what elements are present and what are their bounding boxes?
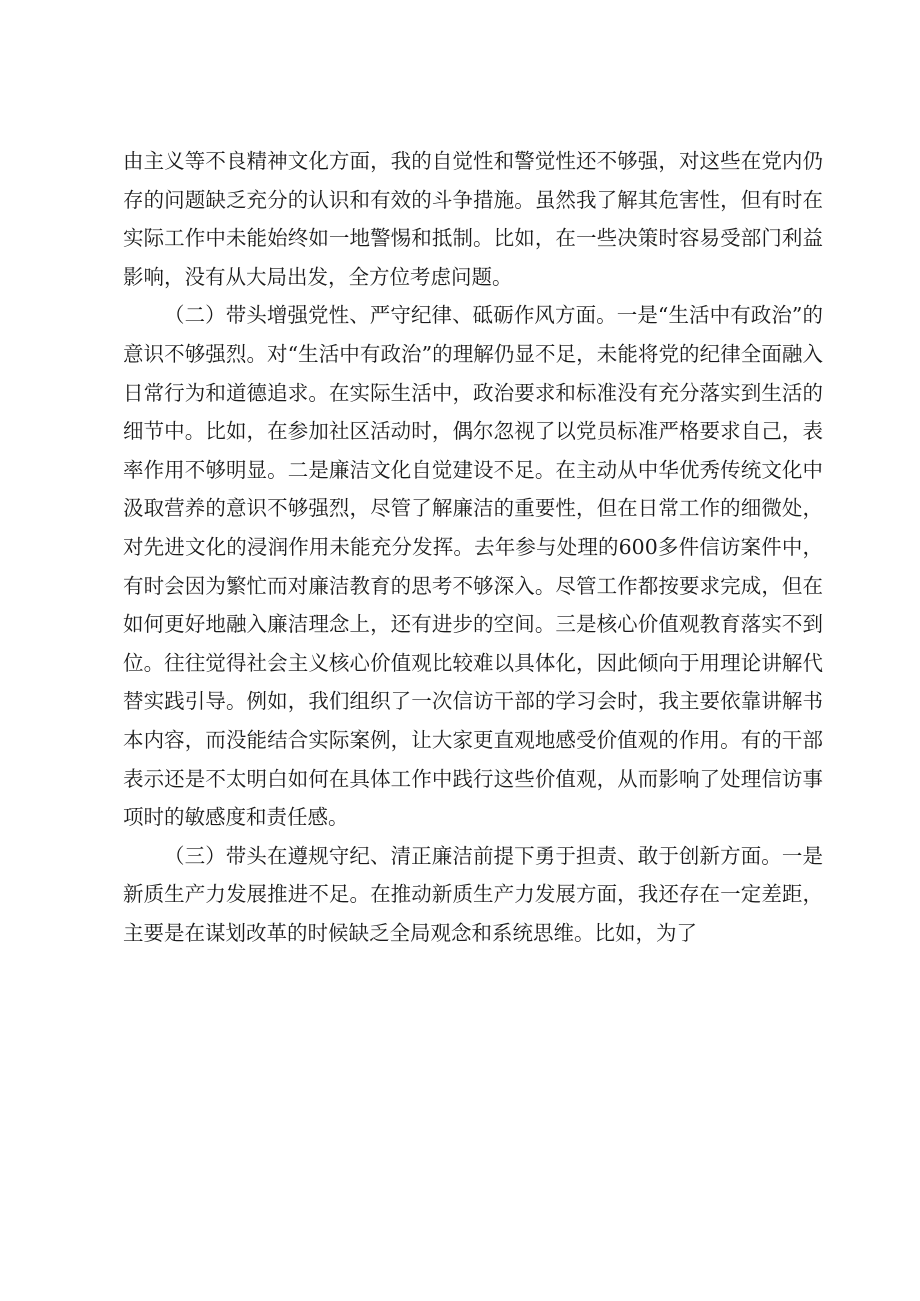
paragraph-section-3: （三）带头在遵规守纪、清正廉洁前提下勇于担责、敢于创新方面。一是新质生产力发展推进不足。在推动新质生产力发展方面，我还存在一定差距，主要是在谋划改革的时候缺乏全局观念和系统思维。比如，为了 [123,843,823,945]
document-body [123,142,823,952]
paragraph-section-2: （二）带头增强党性、严守纪律、砥砺作风方面。一是“生活中有政治”的意识不够强烈。对“生活中有政治”的理解仍显不足，未能将党的纪律全面融入日常行为和道德追求。在实际生活中，政治要求和标准没有充分落实到生活的细节中。比如，在参加社区活动时，偶尔忽视了以党员标准严格要求自己，表率作用不够明显。二是廉洁文化自觉建设不足。在主动从中华优秀传统文化中汲取营养的意识不够强烈，尽管了解廉洁的重要性，但在日常工作的细微处，对先进文化的浸润作用未能充分发挥。去年参与处理的600多件信访案件中，有时会因为繁忙而对廉洁教育的思考不够深入。尽管工作都按要求完成，但在如何更好地融入廉洁理念上，还有进步的空间。三是核心价值观教育落实不到位。往往觉得社会主义核心价值观比较难以具体化，因此倾向于用理论讲解代替实践引导。例如，我们组织了一次信访干部的学习会时，我主要依靠讲解书本内容，而没能结合实际案例，让大家更直观地感受价值观的作用。有的干部表示还是不太明白如何在具体工作中践行这些价值观，从而影响了处理信访事项时的敏感度和责任感。 [123,303,823,830]
paragraph-continuation: 由主义等不良精神文化方面，我的自觉性和警觉性还不够强，对这些在党内仍存的问题缺乏充分的认识和有效的斗争措施。虽然我了解其危害性，但有时在实际工作中未能始终如一地警惕和抵制。比如，在一些决策时容易受部门利益影响，没有从大局出发，全方位考虑问题。 [123,149,823,289]
